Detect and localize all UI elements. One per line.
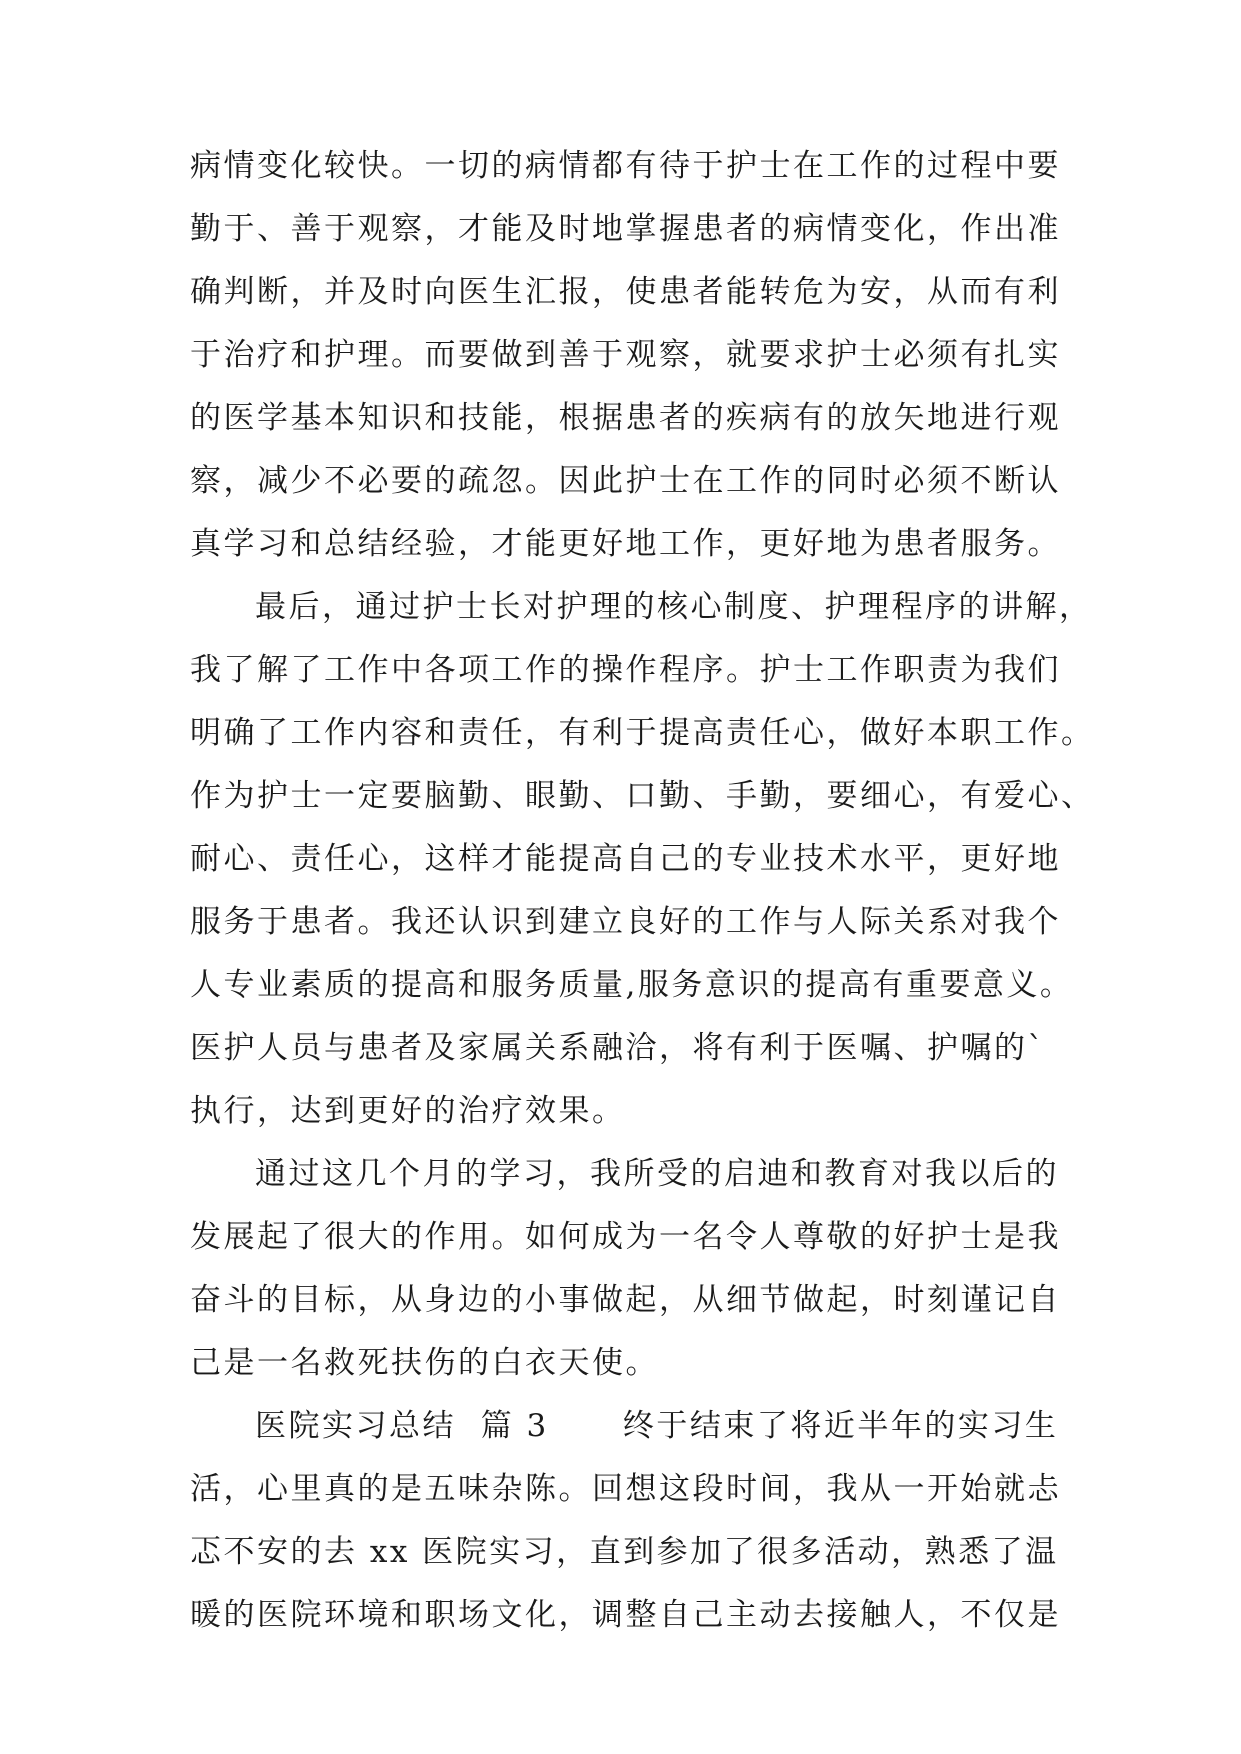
text-line: 于治疗和护理。而要做到善于观察，就要求护士必须有扎实 xyxy=(190,337,1061,373)
text-line: 发展起了很大的作用。如何成为一名令人尊敬的好护士是我 xyxy=(190,1219,1061,1255)
text-line: 暖的医院环境和职场文化，调整自己主动去接触人，不仅是 xyxy=(190,1597,1061,1633)
text-line: 察，减少不必要的疏忽。因此护士在工作的同时必须不断认 xyxy=(190,463,1061,499)
text-line: 人专业素质的提高和服务质量,服务意识的提高有重要意义。 xyxy=(190,967,1074,1003)
text-line: 我了解了工作中各项工作的操作程序。护士工作职责为我们 xyxy=(190,652,1061,688)
text-line: 的医学基本知识和技能，根据患者的疾病有的放矢地进行观 xyxy=(190,400,1061,436)
text-line: 作为护士一定要脑勤、眼勤、口勤、手勤，要细心，有爱心、 xyxy=(190,778,1095,814)
text-line: 明确了工作内容和责任，有利于提高责任心，做好本职工作。 xyxy=(190,715,1095,751)
text-line: 医护人员与患者及家属关系融洽，将有利于医嘱、护嘱的` xyxy=(190,1030,1046,1066)
text-line: 忑不安的去 xx 医院实习，直到参加了很多活动，熟悉了温 xyxy=(190,1534,1059,1570)
text-line: 执行，达到更好的治疗效果。 xyxy=(190,1093,626,1129)
text-line: 奋斗的目标，从身边的小事做起，从细节做起，时刻谨记自 xyxy=(190,1282,1061,1318)
text-line: 勤于、善于观察，才能及时地掌握患者的病情变化，作出准 xyxy=(190,211,1061,247)
text-line: 病情变化较快。一切的病情都有待于护士在工作的过程中要 xyxy=(190,148,1061,184)
section-heading-line: 医院实习总结 篇 3 终于结束了将近半年的实习生 xyxy=(255,1408,1059,1444)
text-line: 确判断，并及时向医生汇报，使患者能转危为安，从而有利 xyxy=(190,274,1061,310)
paragraph-start-line: 最后，通过护士长对护理的核心制度、护理程序的讲解， xyxy=(255,589,1093,625)
paragraph-start-line: 通过这几个月的学习，我所受的启迪和教育对我以后的 xyxy=(255,1156,1059,1192)
text-line: 活，心里真的是五味杂陈。回想这段时间，我从一开始就忐 xyxy=(190,1471,1061,1507)
text-line: 真学习和总结经验，才能更好地工作，更好地为患者服务。 xyxy=(190,526,1061,562)
text-line: 服务于患者。我还认识到建立良好的工作与人际关系对我个 xyxy=(190,904,1061,940)
text-line: 己是一名救死扶伤的白衣天使。 xyxy=(190,1345,659,1381)
text-line: 耐心、责任心，这样才能提高自己的专业技术水平，更好地 xyxy=(190,841,1061,877)
